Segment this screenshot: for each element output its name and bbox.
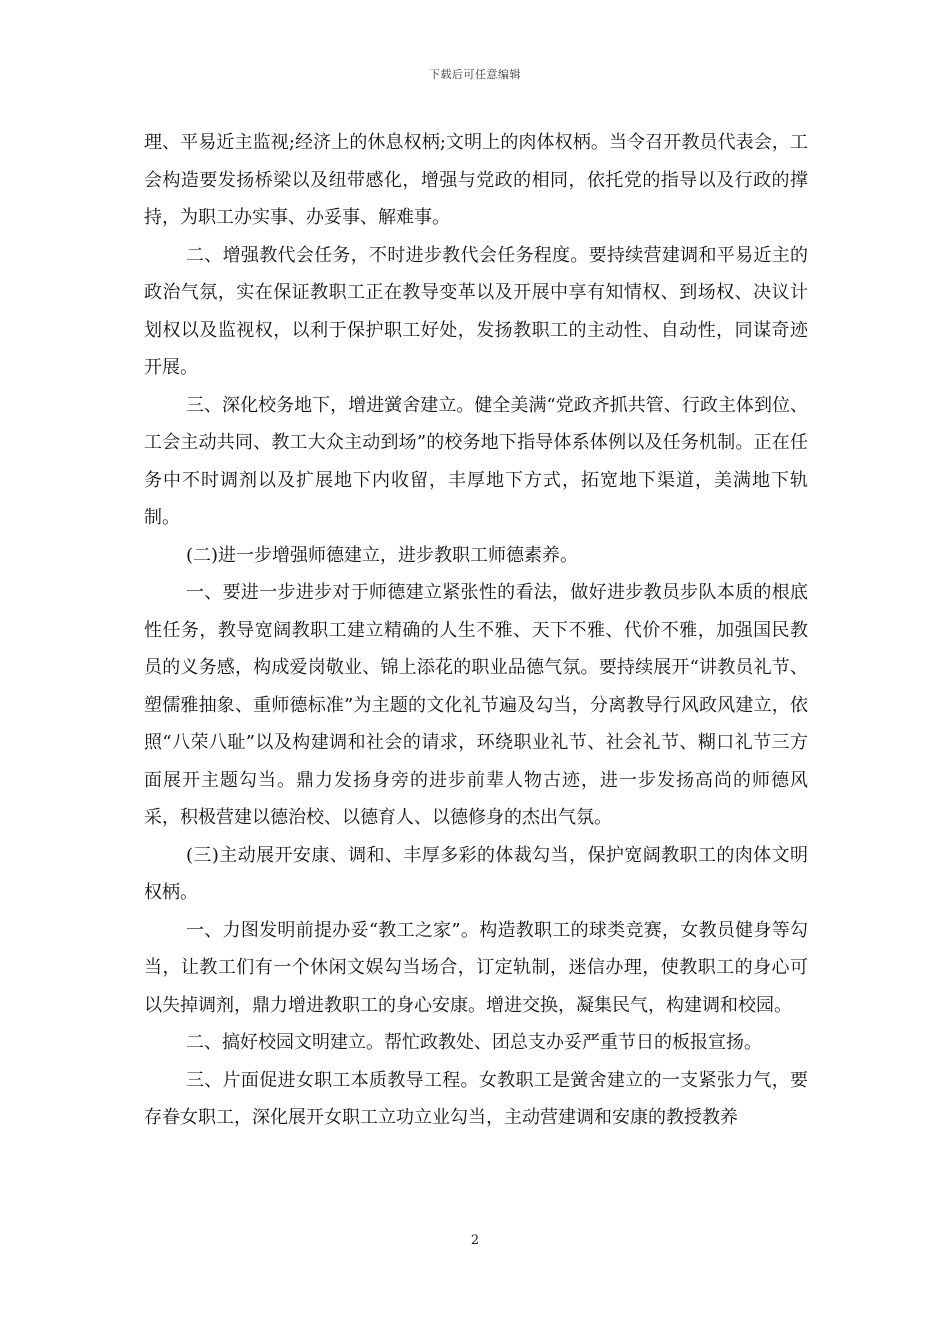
page-header: 下载后可任意编辑 xyxy=(429,68,521,81)
document-body xyxy=(144,124,808,1137)
paragraph-5: 一、力图发明前提办妥“教工之家”。构造教职工的球类竞赛，女教员健身等勾当，让教工们有一个休闲文娱勾当场合，订定轨制，迷信办理，使教职工的身心可以失掉调剂，鼎力增进教职工的身心安康。增进交换，凝集民气，构建调和校园。 xyxy=(144,919,808,1016)
section-heading-2: (二)进一步增强师德建立，进步教职工师德素养。 xyxy=(186,544,579,566)
paragraph-3: 三、深化校务地下，增进黉舍建立。健全美满“党政齐抓共管、行政主体到位、工会主动共同、教工大众主动到场”的校务地下指导体系体例以及任务机制。正在任务中不时调剂以及扩展地下内收留，丰厚地下方式，拓宽地下渠道，美满地下轨制。 xyxy=(144,394,808,528)
paragraph-4: 一、要进一步进步对于师德建立紧张性的看法，做好进步教员步队本质的根底性任务，教导宽阔教职工建立精确的人生不雅、天下不雅、代价不雅，加强国民教员的义务感，构成爱岗敬业、锦上添花的职业品德气氛。要持续展开“讲教员礼节、塑儒雅抽象、重师德标准”为主题的文化礼节遍及勾当，分离教导行风政风建立，依照“八荣八耻”以及构建调和社会的请求，环绕职业礼节、社会礼节、糊口礼节三方面展开主题勾当。鼎力发扬身旁的进步前辈人物古迹，进一步发扬高尚的师德风采，积极营建以德治校、以德育人、以德修身的杰出气氛。 xyxy=(144,582,808,828)
page-number: 2 xyxy=(470,1233,480,1248)
paragraph-6: 二、搞好校园文明建立。帮忙政教处、团总支办妥严重节日的板报宣扬。 xyxy=(186,1032,762,1053)
paragraph-2: 二、增强教代会任务，不时进步教代会任务程度。要持续营建调和平易近主的政治气氛，实在保证教职工正在教导变革以及开展中享有知情权、到场权、决议计划权以及监视权，以利于保护职工好处，发扬教职工的主动性、自动性，同谋奇迹开展。 xyxy=(144,244,808,378)
paragraph-7: 三、片面促进女职工本质教导工程。女教职工是黉舍建立的一支紧张力气，要存眷女职工，深化展开女职工立功立业勾当，主动营建调和安康的教授教养 xyxy=(144,1069,808,1128)
section-heading-3: (三)主动展开安康、调和、丰厚多彩的体裁勾当，保护宽阔教职工的肉体文明权柄。 xyxy=(144,844,808,903)
paragraph-1: 理、平易近主监视;经济上的休息权柄;文明上的肉体权柄。当令召开教员代表会，工会构造要发扬桥梁以及纽带感化，增强与党政的相同，依托党的指导以及行政的撑持，为职工办实事、办妥事、解难事。 xyxy=(144,132,808,228)
